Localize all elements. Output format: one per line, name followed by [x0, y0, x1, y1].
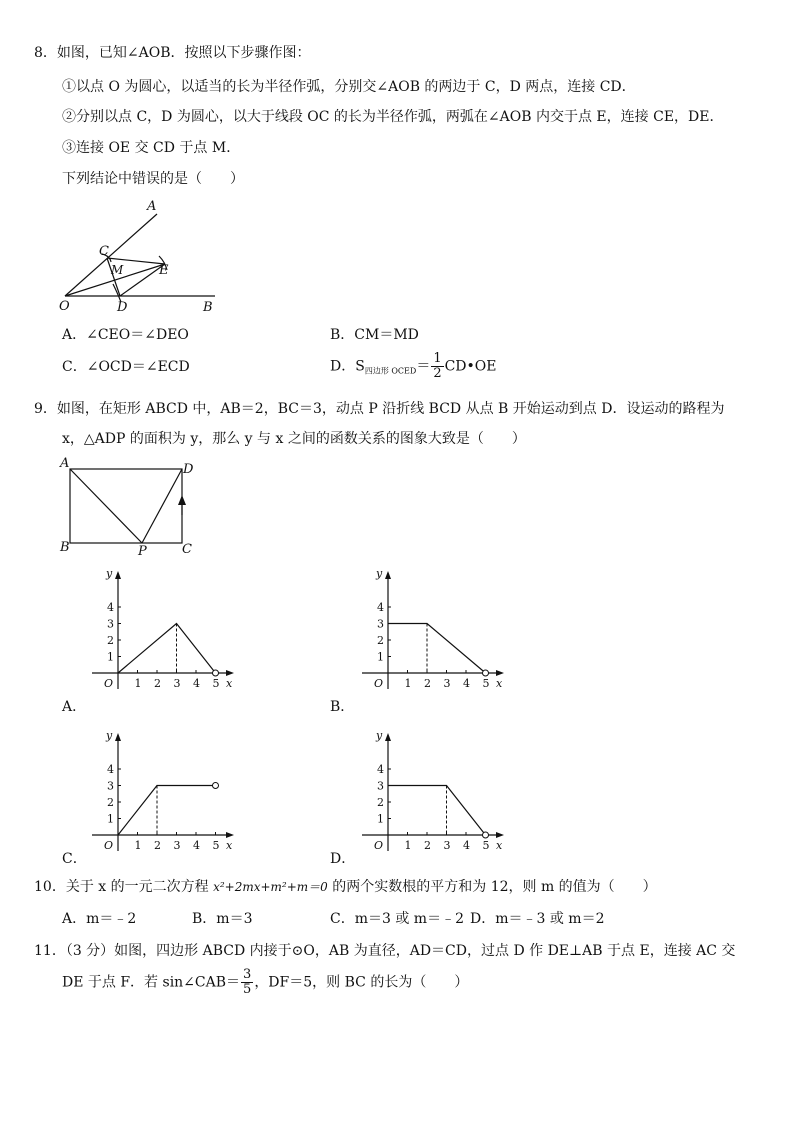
q9-stem-line1: 9．如图，在矩形 ABCD 中，AB＝2，BC＝3，动点 P 沿折线 BCD 从点 B 开始运动到点 D．设运动的路程为 — [34, 401, 725, 417]
y-tick-label: 1 — [107, 650, 114, 664]
y-tick-label: 4 — [107, 601, 114, 614]
origin-label: O — [104, 839, 114, 852]
q8-frac-den: 2 — [433, 366, 442, 381]
y-tick-label: 3 — [107, 617, 114, 631]
x-tick-label: 2 — [424, 677, 431, 690]
q10-option-c[interactable]: C．m＝3 或 m＝﹣2 — [330, 911, 464, 927]
y-tick-label: 2 — [107, 796, 114, 809]
q9-label-d: D — [183, 462, 194, 477]
q9-graph-a — [88, 565, 238, 695]
q9-label-c: C — [182, 542, 192, 557]
open-endpoint — [213, 670, 219, 676]
q11-fraction — [241, 968, 253, 997]
q11-frac-num: 3 — [243, 967, 252, 982]
y-arrow — [115, 571, 121, 579]
y-tick-label: 4 — [377, 601, 384, 614]
open-endpoint — [213, 783, 219, 789]
y-tick-label: 2 — [377, 796, 384, 809]
x-arrow — [226, 832, 234, 838]
y-tick-label: 1 — [107, 812, 114, 826]
q10-option-d[interactable]: D．m＝﹣3 或 m＝2 — [470, 911, 605, 927]
x-axis-label: x — [496, 839, 503, 852]
q8-label-d: D — [117, 300, 128, 315]
x-tick-label: 3 — [173, 839, 181, 852]
q8-option-d-prefix: D．S — [330, 358, 365, 375]
q9-label-b: B — [60, 540, 70, 555]
x-tick-label: 2 — [424, 839, 431, 852]
q8-label-b: B — [203, 300, 213, 315]
x-tick-label: 4 — [193, 677, 200, 690]
q10-equation: x²+2mx+m²+m＝0 — [213, 880, 328, 894]
y-tick-label: 3 — [377, 617, 384, 631]
q8-label-e: E — [159, 263, 169, 278]
q8-option-a[interactable]: A．∠CEO＝∠DEO — [62, 327, 189, 343]
q10-stem-post: 的两个实数根的平方和为 12，则 m 的值为（ ） — [327, 879, 657, 895]
q11-frac-den: 5 — [243, 982, 252, 997]
x-axis-label: x — [496, 677, 503, 690]
x-tick-label: 3 — [173, 677, 181, 690]
q8-option-d-tail: CD•OE — [444, 358, 497, 375]
q8-step1: ①以点 O 为圆心，以适当的长为半径作弧，分别交∠AOB 的两边于 C，D 两点，连接 CD． — [62, 79, 636, 95]
y-tick-label: 2 — [107, 634, 114, 647]
q9-graph-d — [358, 727, 508, 857]
q8-label-a: A — [147, 199, 157, 214]
graph-line — [118, 624, 216, 674]
y-tick-label: 1 — [377, 650, 384, 664]
q10-option-a[interactable]: A．m＝﹣2 — [62, 911, 137, 927]
x-tick-label: 2 — [154, 839, 161, 852]
x-tick-label: 1 — [134, 677, 142, 690]
q8-step3: ③连接 OE 交 CD 于点 M． — [62, 140, 241, 156]
q9-graph-b — [358, 565, 508, 695]
q10-stem-pre: 10．关于 x 的一元二次方程 — [34, 879, 214, 895]
x-axis-label: x — [226, 677, 233, 690]
q8-option-c[interactable]: C．∠OCD＝∠ECD — [62, 359, 190, 375]
open-endpoint — [483, 670, 489, 676]
y-tick-label: 1 — [377, 812, 384, 826]
x-tick-label: 5 — [212, 677, 220, 690]
q8-step2: ②分别以点 C，D 为圆心，以大于线段 OC 的长为半径作弧，两弧在∠AOB 内交于点 E，连接 CE，DE． — [62, 109, 724, 125]
q8-option-d-sub: 四边形 OCED — [364, 366, 417, 376]
q11-stem-line2 — [62, 968, 468, 997]
graph-line — [388, 786, 486, 836]
open-endpoint — [483, 832, 489, 838]
x-arrow — [496, 832, 504, 838]
x-axis-label: x — [226, 839, 233, 852]
y-axis-label: y — [106, 567, 113, 580]
y-axis-label: y — [106, 729, 113, 742]
origin-label: O — [374, 839, 384, 852]
y-tick-label: 3 — [377, 779, 384, 793]
q8-label-c: C — [99, 244, 109, 259]
x-arrow — [496, 670, 504, 676]
y-arrow — [385, 571, 391, 579]
q9-rectangle-figure — [58, 455, 208, 560]
x-tick-label: 1 — [404, 677, 412, 690]
x-arrow — [226, 670, 234, 676]
graph-line — [388, 624, 486, 674]
y-tick-label: 4 — [377, 763, 384, 776]
origin-label: O — [104, 677, 114, 690]
q9-option-a[interactable]: A． — [62, 699, 87, 715]
origin-label: O — [374, 677, 384, 690]
y-arrow — [385, 733, 391, 741]
x-tick-label: 4 — [463, 839, 470, 852]
q9-option-d[interactable]: D． — [330, 851, 356, 867]
q9-option-b[interactable]: B． — [330, 699, 355, 715]
x-tick-label: 2 — [154, 677, 161, 690]
x-tick-label: 5 — [482, 677, 490, 690]
q8-option-b[interactable]: B．CM＝MD — [330, 327, 419, 343]
x-tick-label: 4 — [193, 839, 200, 852]
q8-stem: 8．如图，已知∠AOB．按照以下步骤作图： — [34, 45, 311, 61]
q11-stem2-pre: DE 于点 F．若 sin∠CAB＝ — [62, 974, 241, 991]
x-tick-label: 5 — [482, 839, 490, 852]
y-tick-label: 4 — [107, 763, 114, 776]
q8-label-o: O — [59, 299, 70, 314]
y-arrow — [115, 733, 121, 741]
q8-frac-num: 1 — [433, 351, 442, 366]
x-tick-label: 4 — [463, 677, 470, 690]
q11-stem-line1: 11．（3 分）如图，四边形 ABCD 内接于⊙O，AB 为直径，AD＝CD，过点 D 作 DE⊥AB 于点 E，连接 AC 交 — [34, 943, 736, 959]
q9-label-p: P — [138, 544, 147, 559]
q10-option-b[interactable]: B．m＝3 — [192, 911, 253, 927]
y-tick-label: 2 — [377, 634, 384, 647]
x-tick-label: 5 — [212, 839, 220, 852]
q8-angle-figure — [55, 198, 225, 318]
q9-label-a: A — [60, 456, 70, 471]
x-tick-label: 3 — [443, 677, 451, 690]
q8-ask: 下列结论中错误的是（ ） — [62, 171, 244, 187]
q8-option-d-eq: ＝ — [416, 358, 431, 375]
q11-stem2-post: ，DF＝5，则 BC 的长为（ ） — [254, 974, 469, 991]
q9-option-c[interactable]: C． — [62, 851, 87, 867]
q8-option-d-fraction — [431, 352, 443, 381]
y-axis-label: y — [376, 567, 383, 580]
q8-option-d[interactable] — [330, 352, 497, 381]
y-axis-label: y — [376, 729, 383, 742]
q9-graph-c — [88, 727, 238, 857]
x-tick-label: 3 — [443, 839, 451, 852]
graph-line — [118, 786, 216, 836]
q10-stem — [34, 878, 657, 896]
q8-label-m: M — [111, 263, 124, 277]
x-tick-label: 1 — [134, 839, 142, 852]
y-tick-label: 3 — [107, 779, 114, 793]
q9-stem-line2: x，△ADP 的面积为 y，那么 y 与 x 之间的函数关系的图象大致是（ ） — [62, 431, 526, 447]
x-tick-label: 1 — [404, 839, 412, 852]
